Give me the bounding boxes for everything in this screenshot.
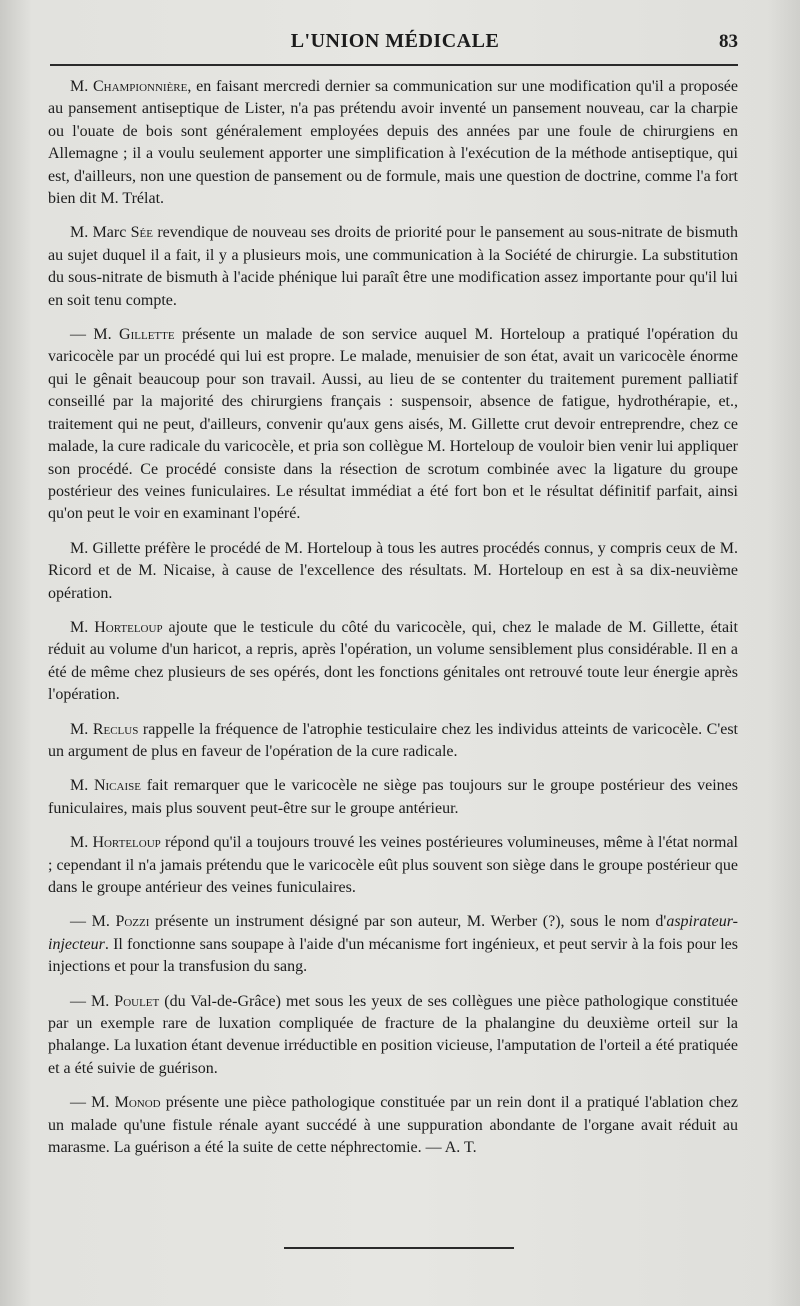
paragraph-monod: [48, 1092, 738, 1159]
speaker-name: Sée: [130, 224, 153, 242]
speaker-name: Horteloup: [94, 618, 163, 636]
paragraph-nicaise: [48, 775, 738, 820]
speaker-prefix: — M.: [70, 913, 116, 931]
paragraph-pozzi: [48, 911, 738, 978]
speaker-name: Monod: [114, 1094, 161, 1112]
paragraph-see: [48, 222, 738, 312]
speaker-prefix: — M.: [70, 992, 115, 1010]
paragraph-text: ajoute que le testicule du côté du varicocèle, qui, chez le malade de M. Gillette, était réduit au volume d'un haricot, a repris, après l'opération, un volume sensiblement plus considérable. Il en a été de même chez plusieurs de ses opérés, dont les fonctions génitales ont retrouvé toute leur énergie après l'opération.: [48, 618, 738, 704]
paragraph-text-tail: . Il fonctionne sans soupape à l'aide d'un mécanisme fort ingénieux, et peut servir à la fois pour les injections et pour la transfusion du sang.: [48, 935, 738, 976]
paragraph-text: , en faisant mercredi dernier sa communication sur une modification qu'il a proposée au pansement antiseptique de Lister, n'a pas prétendu avoir inventé un pansement nouveau, car la charpie ou l'ouate de bois sont généralement employées depuis des années par une foule de chirurgiens en Allemagne ; il a voulu seulement apporter une simplification à l'exécution de la méthode antiseptique, qui est, d'ailleurs, non une question de pansement ou de formule, mais une question de doctrine, comme l'a fort bien dit M. Trélat.: [48, 78, 738, 208]
instrument-name: aspirateur-injecteur: [48, 913, 738, 953]
paragraph-text: (du Val-de-Grâce) met sous les yeux de ses collègues une pièce pathologique constituée par un exemple rare de luxation compliquée de fracture de la phalangine du deuxième orteil sur la phalange. La luxation étant devenue irréductible en position vicieuse, l'amputation de l'orteil a été pratiquée et a été suivie de guérison.: [48, 992, 738, 1077]
header-rule: [50, 64, 738, 66]
speaker-name: Gillette: [119, 326, 175, 344]
speaker-prefix: — M.: [70, 1094, 115, 1112]
speaker-prefix: M.: [70, 720, 93, 738]
paragraph-horteloup-replies: [48, 832, 738, 899]
closing-rule: [284, 1247, 514, 1249]
page-number: 83: [719, 31, 738, 52]
speaker-prefix: M. Marc: [70, 224, 131, 242]
speaker-prefix: M.: [70, 618, 95, 636]
paragraph-reclus: [48, 719, 738, 764]
speaker-prefix: M.: [70, 834, 93, 852]
paragraph-text: présente un instrument désigné par son auteur, M. Werber (?), sous le nom d': [149, 913, 667, 931]
paragraph-text: présente une pièce pathologique constituée par un rein dont il a pratiqué l'ablation chez un malade qu'une fistule rénale ayant succédé à une suppuration abondante de l'organe avait réduit au marasme. La guérison a été la suite de cette néphrectomie. — A. T.: [48, 1094, 738, 1157]
running-head: [48, 30, 742, 58]
speaker-name: Pozzi: [115, 913, 150, 931]
speaker-prefix: M.: [70, 78, 93, 95]
paragraph-text: fait remarquer que le varicocèle ne siège pas toujours sur le groupe postérieur des veines funiculaires, mais plus souvent peut-être sur le groupe antérieur.: [48, 777, 738, 817]
article-body: [48, 76, 738, 1171]
paragraph-horteloup-adds: [48, 617, 738, 707]
speaker-name: Poulet: [114, 992, 160, 1010]
paragraph-text: présente un malade de son service auquel M. Horteloup a pratiqué l'opération du varicocèle par un procédé qui lui est propre. Le malade, menuisier de son état, avait un varicocèle énorme qui le gênait beaucoup pour son travail. Aussi, au lieu de se contenter du traitement purement palliatif conseillé par la majorité des chirurgiens français : suspensoir, absence de fatigue, hydrothérapie, et., traitement qui ne peut, d'ailleurs, convenir qu'aux gens aisés, M. Gillette crut devoir entreprendre, chez ce malade, la cure radicale du varicocèle, et pria son collègue M. Horteloup de vouloir bien venir lui appliquer son procédé. Ce procédé consiste dans la résection de scrotum combinée avec la ligature du groupe postérieur des veines funiculaires. Le résultat immédiat a été fort bon et le résultat définitif parfait, ainsi qu'on peut le voir en examinant l'opéré.: [48, 326, 739, 523]
paragraph-poulet: [48, 991, 738, 1081]
speaker-prefix: M.: [70, 777, 94, 795]
speaker-name: Championnière: [92, 78, 188, 95]
speaker-prefix: — M.: [70, 326, 120, 344]
paragraph-championniere: [48, 76, 738, 210]
speaker-name: Horteloup: [92, 834, 161, 852]
journal-title: L'UNION MÉDICALE: [290, 30, 500, 52]
speaker-name: Reclus: [92, 720, 139, 738]
paragraph-text: répond qu'il a toujours trouvé les veines postérieures volumineuses, même à l'état normal ; cependant il n'a jamais prétendu que le varicocèle eût plus souvent son siège dans le groupe postérieur que dans le groupe antérieur des veines funiculaires.: [48, 834, 738, 896]
paragraph-text: revendique de nouveau ses droits de priorité pour le pansement au sous-nitrate de bismuth au sujet duquel il a fait, il y a plusieurs mois, une communication à la Société de chirurgie. La substitution du sous-nitrate de bismuth à l'acide phénique lui paraît être une modification assez importante pour qu'il lui en soit tenu compte.: [48, 224, 738, 309]
paragraph-gillette-prefers: [48, 538, 738, 605]
paragraph-text: M. Gillette préfère le procédé de M. Horteloup à tous les autres procédés connus, y compris ceux de M. Ricord et de M. Nicaise, à cause de l'excellence des résultats. M. Horteloup en est à sa dix-neuvième opération.: [48, 539, 738, 602]
speaker-name: Nicaise: [93, 777, 141, 795]
paragraph-gillette: [48, 324, 738, 526]
paragraph-text: rappelle la fréquence de l'atrophie testiculaire chez les individus atteints de varicocèle. C'est un argument de plus en faveur de l'opération de la cure radicale.: [48, 720, 738, 760]
